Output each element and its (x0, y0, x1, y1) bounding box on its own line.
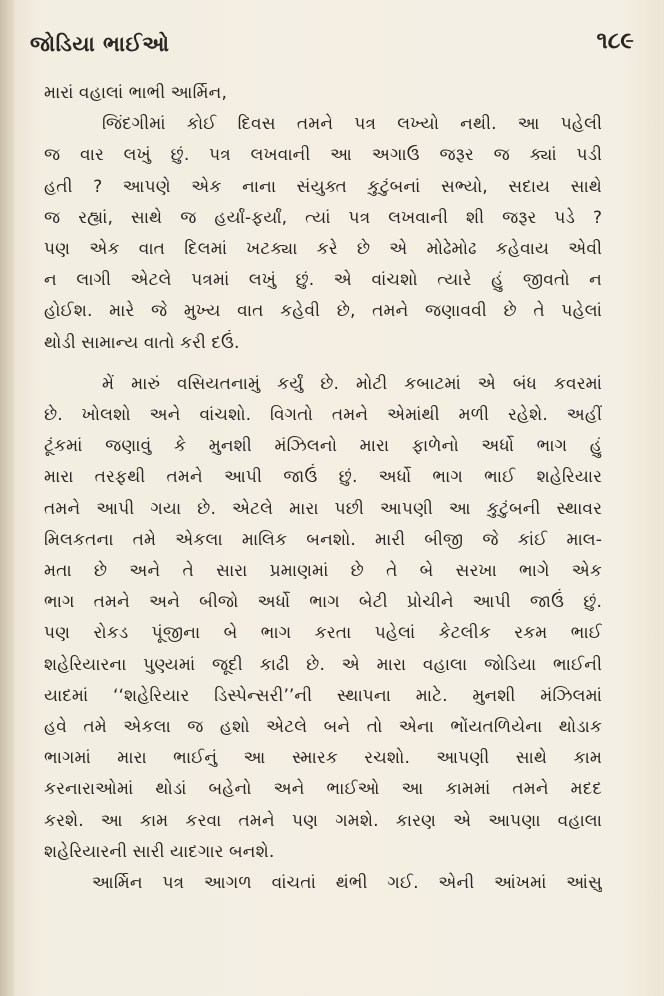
text-line: મતા છે અને તે સારા પ્રમાણમાં છે તે બે સરખા ભાગે એક (44, 561, 602, 582)
text-line: શહેરિયારની સારી યાદગાર બનશે. (44, 841, 275, 862)
text-line: જ રહ્યાં, સાથે જ હર્યાં-ફર્યાં, ત્યાં પત્ર લખવાની શી જરૂર પડે ? (44, 207, 602, 228)
text-line: ન લાગી એટલે પત્રમાં લખું છું. એ વાંચશો ત્યારે હું જીવતો ન (44, 270, 602, 291)
paragraph-3 (44, 868, 602, 899)
text-line: કરશે. આ કામ કરવા તમને પણ ગમશે. કારણ એ આપણા વહાલા (44, 810, 602, 831)
paragraph-1 (44, 109, 602, 359)
text-line: જ વાર લખું છું. પત્ર લખવાની આ અગાઉ જરૂર જ ક્યાં પડી (44, 145, 602, 166)
text-line: હવે તમે એકલા જ હશો એટલે બને તો એના ભોંયતળિયેના થોડાક (44, 717, 602, 738)
text-line: જિંદગીમાં કોઈ દિવસ તમને પત્ર લખ્યો નથી. આ પહેલી (102, 114, 602, 135)
text-line: મિલકતના તમે એકલા માલિક બનશો. મારી બીજી જે કાંઈ માલ- (44, 529, 602, 550)
text-line: હોઈશ. મારે જે મુખ્ય વાત કહેવી છે, તમને જણાવવી છે તે પહેલાં (44, 301, 602, 322)
text-line: પણ રોકડ પૂંજીના બે ભાગ કરતા પહેલાં કેટલીક રકમ ભાઈ (44, 623, 602, 644)
text-line: થોડી સામાન્ય વાતો કરી દઉં. (44, 332, 240, 353)
text-line: ભાગ તમને અને બીજો અર્ધો ભાગ બેટી પ્રોચીને આપી જાઉં છું. (44, 592, 602, 613)
page-number: ૧૮૯ (596, 28, 634, 54)
text-line: શહેરિયારના પુણ્યમાં જૂદી કાઢી છે. એ મારા વહાલા જોડિયા ભાઈની (44, 654, 602, 675)
salutation: મારાં વહાલાં ભાભી આર્મિન, (44, 83, 227, 103)
text-line: હતી ? આપણે એક નાના સંયુક્ત કુટુંબનાં સભ્યો, સદાય સાથે (44, 176, 602, 197)
text-line: તમને આપી ગયા છે. એટલે મારા પછી આપણી આ કુટુંબની સ્થાવર (44, 498, 602, 519)
paragraph-2 (44, 369, 602, 868)
text-line: મારા તરફથી તમને આપી જાઉં છું. અર્ધો ભાગ ભાઈ શહેરિયાર (44, 467, 602, 488)
text-line: ભાગમાં મારા ભાઈનું આ સ્મારક રચશો. આપણી સાથે કામ (44, 748, 602, 769)
text-line: આર્મિન પત્ર આગળ વાંચતાં થંભી ગઈ. એની આંખમાં આંસુ (92, 873, 602, 894)
page-header (30, 28, 636, 60)
text-line: યાદમાં ‘‘શહેરિયાર ડિસ્પેન્સરી’’ની સ્થાપના માટે. મુનશી મંઝિલમાં (44, 685, 602, 706)
text-line: મેં મારું વસિયતનામું કર્યું છે. મોટી કબાટમાં એ બંધ કવરમાં (102, 373, 602, 394)
text-line: ટૂંકમાં જણાવું કે મુનશી મંઝિલનો મારા ફાળેનો અર્ધો ભાગ હું (44, 436, 602, 457)
paragraph-gap (44, 359, 602, 369)
letter-body (44, 78, 602, 899)
page-binding-shadow (0, 0, 14, 996)
text-line: કરનારાઓમાં થોડાં બહેનો અને ભાઈઓ આ કામમાં તમને મદદ (44, 779, 602, 800)
text-line: છે. ખોલશો અને વાંચશો. વિગતો તમને એમાંથી મળી રહેશે. અહીં (44, 405, 602, 426)
text-line: પણ એક વાત દિલમાં ખટક્યા કરે છે એ મોઢેમોઢ કહેવાય એવી (44, 239, 602, 260)
running-head: જોડિયા ભાઈઓ (30, 32, 170, 56)
